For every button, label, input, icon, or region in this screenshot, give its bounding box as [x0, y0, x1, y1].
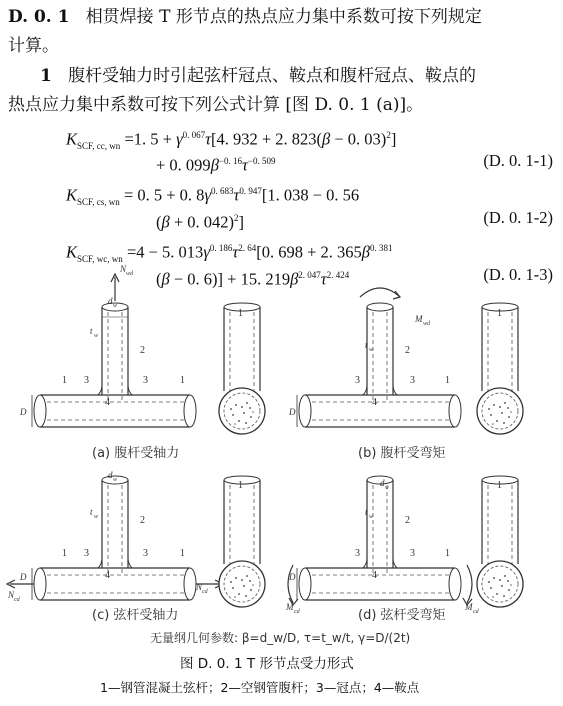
- panel-d-caption: (d) 弦杆受弯矩: [358, 608, 446, 623]
- svg-text:D: D: [20, 407, 27, 417]
- svg-text:w: w: [94, 514, 99, 520]
- equation-3-number: (D. 0. 1-3): [483, 265, 553, 284]
- equation-1-line2: + 0. $099\beta^{-0. 16}\tau^{-0. 509}$: [156, 155, 276, 175]
- svg-text:wd: wd: [423, 321, 431, 327]
- svg-text:w: w: [369, 514, 374, 520]
- svg-text:d: d: [108, 296, 113, 306]
- svg-text:d: d: [108, 470, 113, 480]
- svg-text:w: w: [113, 477, 118, 483]
- svg-text:N: N: [196, 582, 203, 592]
- equation-1-number: (D. 0. 1-1): [483, 151, 553, 170]
- svg-text:w: w: [369, 347, 374, 353]
- svg-text:d: d: [380, 478, 385, 488]
- svg-text:1: 1: [62, 548, 67, 559]
- panel-c-section: [219, 476, 265, 607]
- figure-title: 图 D. 0. 1 T 形节点受力形式: [180, 656, 354, 672]
- panel-b-caption: (b) 腹杆受弯矩: [358, 446, 446, 461]
- svg-text:N: N: [120, 264, 127, 274]
- svg-text:2: 2: [140, 345, 145, 356]
- svg-text:4: 4: [105, 570, 110, 581]
- section-number: D. 0. 1: [8, 7, 70, 27]
- svg-text:3: 3: [143, 375, 148, 386]
- svg-text:1: 1: [445, 548, 450, 559]
- equation-1-line1: $K_{SCF, cc, wn} =1$. $5 + \gamma^{0. 067}\tau[4$. 932 + 2. 823(β − 0. 03)$^2$]: [66, 129, 397, 151]
- svg-text:3: 3: [355, 548, 360, 559]
- params-note: 无量纲几何参数: β=d_w/D, τ=t_w/t, γ=D/(2t): [150, 631, 411, 645]
- svg-text:1: 1: [180, 548, 185, 559]
- item1-text-line1: 腹杆受轴力时引起弦杆冠点、鞍点和腹杆冠点、鞍点的: [68, 66, 477, 86]
- svg-text:M: M: [415, 314, 423, 324]
- section-text-line2: 计算。: [8, 36, 59, 56]
- equation-3-line1: $K_{SCF, wc, wn} =4 - 5$. $013\gamma^{0. 186}\tau^{2. 64}[0$. 698 + 2. $365\beta^{0. 381}$: [66, 242, 393, 264]
- svg-text:1: 1: [62, 375, 67, 386]
- svg-text:D: D: [289, 407, 296, 417]
- section-text-line1: 相贯焊接 T 形节点的热点应力集中系数可按下列规定: [85, 7, 482, 27]
- svg-text:cd: cd: [202, 589, 208, 595]
- svg-text:2: 2: [405, 515, 410, 526]
- svg-text:cd: cd: [294, 609, 300, 615]
- svg-text:N: N: [8, 590, 15, 600]
- svg-text:2: 2: [140, 515, 145, 526]
- svg-text:1: 1: [497, 308, 502, 319]
- item1-number: 1: [40, 66, 52, 86]
- svg-text:3: 3: [84, 375, 89, 386]
- panel-a-section: [219, 303, 265, 434]
- svg-text:1: 1: [497, 480, 502, 491]
- svg-text:3: 3: [143, 548, 148, 559]
- svg-text:w: w: [94, 333, 99, 339]
- equation-2-line2: (β + 0. 042)$^2$]: [156, 212, 245, 232]
- svg-text:3: 3: [355, 375, 360, 386]
- svg-text:1: 1: [238, 308, 243, 319]
- svg-text:4: 4: [372, 570, 377, 581]
- svg-text:w: w: [385, 485, 390, 491]
- svg-text:M: M: [286, 602, 294, 612]
- svg-text:t: t: [90, 326, 93, 336]
- svg-text:3: 3: [84, 548, 89, 559]
- svg-text:1: 1: [180, 375, 185, 386]
- svg-text:t: t: [365, 507, 368, 517]
- svg-text:M: M: [465, 602, 473, 612]
- svg-text:cd: cd: [473, 609, 479, 615]
- panel-c-caption: (c) 弦杆受轴力: [92, 608, 179, 623]
- equation-3-line2: (β − 0. 6)] + 15. $219\beta^{2. 047}\tau^{2. 424}$: [156, 269, 350, 289]
- svg-text:w: w: [113, 303, 118, 309]
- svg-text:4: 4: [372, 397, 377, 408]
- svg-text:D: D: [20, 572, 27, 582]
- svg-text:t: t: [90, 507, 93, 517]
- panel-c-joint: [7, 476, 223, 600]
- svg-text:1: 1: [238, 480, 243, 491]
- svg-text:t: t: [365, 340, 368, 350]
- equation-2-number: (D. 0. 1-2): [483, 208, 553, 227]
- svg-text:4: 4: [105, 397, 110, 408]
- svg-text:2: 2: [405, 345, 410, 356]
- panel-b-section: [477, 303, 523, 434]
- svg-text:cd: cd: [14, 597, 20, 603]
- item1-text-line2: 热点应力集中系数可按下列公式计算 [图 D. 0. 1 (a)]。: [8, 95, 424, 115]
- panel-b-joint: [297, 288, 461, 427]
- svg-text:D: D: [289, 572, 296, 582]
- svg-text:1: 1: [445, 375, 450, 386]
- svg-text:wd: wd: [126, 271, 134, 277]
- svg-text:3: 3: [410, 548, 415, 559]
- panel-d-section: [477, 476, 523, 607]
- panel-d-joint: [288, 476, 472, 605]
- panel-a-caption: (a) 腹杆受轴力: [92, 446, 180, 461]
- equation-2-line1: $K_{SCF, cs, wn} = 0$. 5 + 0. $8\gamma^{0. 683}\tau^{0. 947}[1$. 038 − 0. 56: [66, 185, 360, 207]
- panel-a-joint: [32, 274, 196, 427]
- svg-text:3: 3: [410, 375, 415, 386]
- figure-legend: 1—钢管混凝土弦杆；2—空钢管腹杆；3—冠点；4—鞍点: [100, 680, 420, 695]
